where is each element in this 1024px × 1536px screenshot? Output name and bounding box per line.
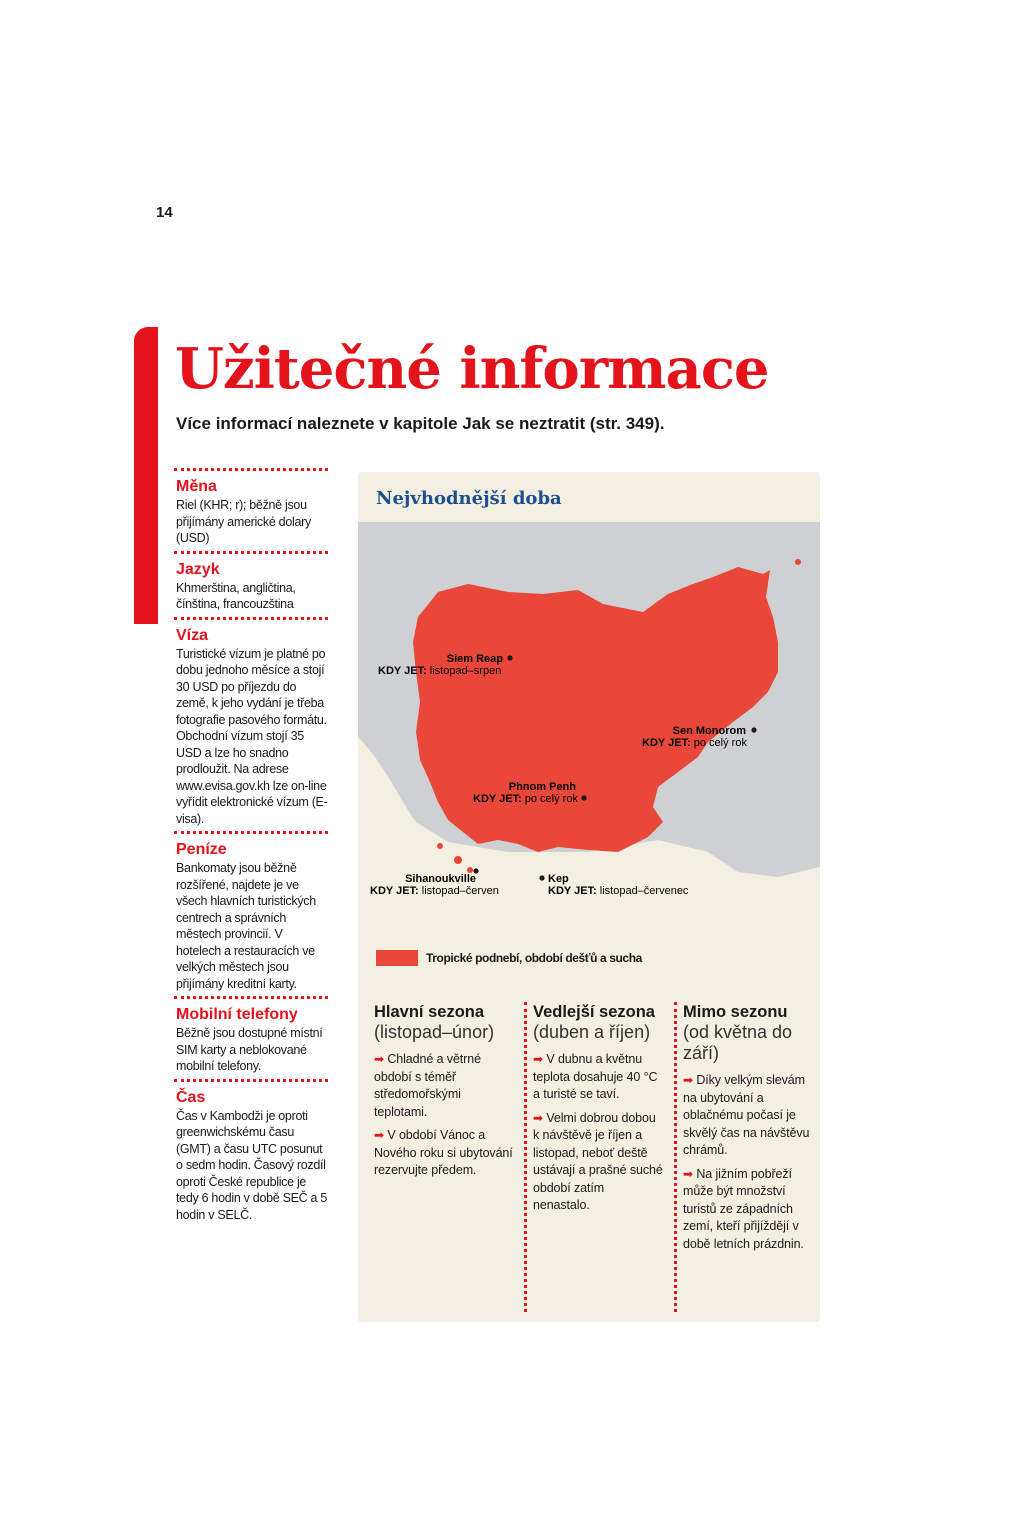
best-time-title: Nejvhodnější doba	[376, 488, 562, 509]
arrow-right-icon: ➡	[683, 1073, 693, 1087]
island	[454, 856, 462, 864]
info-heading: Měna	[176, 478, 217, 495]
city-dot-sen-monorom	[751, 727, 756, 732]
best-time-box	[358, 472, 820, 1322]
city-when	[642, 737, 747, 749]
when-label: KDY JET:	[370, 885, 419, 897]
info-heading: Jazyk	[176, 560, 220, 578]
season-point	[683, 1166, 814, 1254]
island	[437, 843, 443, 849]
when-value: listopad–červen	[421, 885, 499, 897]
city-dot-siem-reap	[507, 655, 512, 660]
info-text: Čas v Kambodži je oproti greenwichskému času (GMT) a času UTC posunut o sedm hodin. Časový rozdíl oproti České republice je tedy 6 hodin v době SEČ a 5 hodin v SELČ.	[176, 1108, 328, 1222]
season-name: Hlavní sezona	[374, 1003, 485, 1021]
season-point-text: Díky velkým slevám na ubytování a oblačnému počasí je skvělý čas na návštěvu chrámů.	[683, 1073, 810, 1157]
arrow-right-icon: ➡	[374, 1052, 384, 1066]
season-name: Mimo sezonu	[683, 1003, 788, 1021]
season-period: (od května do září)	[683, 1022, 793, 1063]
arrow-right-icon: ➡	[533, 1110, 543, 1125]
page-title: Užitečné informace	[175, 336, 769, 402]
info-text: Turistické vízum je platné po dobu jednoho měsíce a stojí 30 USD po příjezdu do země, k jeho vydání je třeba fotografie pasového formátu. Obchodní vízum stojí 35 USD a lze ho snadno prodloužit. Na adrese www.evisa.gov.kh lze on-line vyřídit elektronické vízum (E-visa).	[176, 646, 328, 826]
season-period: (duben a říjen)	[533, 1022, 651, 1042]
page-number: 14	[156, 204, 173, 221]
when-label: KDY JET:	[642, 737, 691, 749]
info-text: Riel (KHR; r); běžně jsou přijímány americké dolary (USD)	[176, 498, 311, 545]
season-shoulder	[524, 1002, 664, 1312]
island	[795, 559, 801, 565]
info-heading: Víza	[176, 626, 209, 644]
season-point	[533, 1051, 664, 1104]
season-period: (listopad–únor)	[374, 1022, 495, 1042]
city-when	[473, 793, 578, 805]
info-column	[174, 468, 328, 1227]
info-heading: Peníze	[176, 841, 227, 858]
city-dot-phnom-penh	[581, 795, 586, 800]
season-point	[533, 1110, 664, 1215]
seasons	[374, 1002, 810, 1312]
city-name: Siem Reap	[446, 653, 503, 665]
season-point-text: Chladné a větrné období s téměř středomořskými teplotami.	[374, 1052, 481, 1119]
season-point	[683, 1072, 814, 1160]
city-when	[548, 885, 689, 897]
info-text: Khmerština, angličtina, čínština, francouzština	[176, 580, 296, 611]
legend-text: Tropické podnebí, období dešťů a sucha	[426, 951, 642, 965]
info-block-language	[174, 560, 328, 613]
arrow-right-icon: ➡	[683, 1166, 693, 1181]
info-text: Běžně jsou dostupné místní SIM karty a neblokované mobilní telefony.	[176, 1026, 323, 1073]
city-when	[378, 665, 501, 677]
season-point-text: Velmi dobrou dobou k návštěvě je říjen a listopad, neboť deště ustávají a prašné suché období zatím nenastalo.	[533, 1110, 663, 1212]
city-name: Sihanoukville	[405, 873, 476, 885]
legend-swatch	[376, 950, 418, 966]
page-subtitle: Více informací naleznete v kapitole Jak se neztratit (str. 349).	[176, 414, 665, 433]
city-name: Sen Monorom	[672, 725, 746, 737]
info-text: Bankomaty jsou běžně rozšířené, najdete je ve všech hlavních turistických centrech a správních městech provincií. V hotelech a restauracích ve velkých městech jsou přijímány kreditní karty.	[176, 861, 316, 991]
when-value: listopad–červenec	[599, 885, 689, 897]
info-block-money	[174, 840, 328, 992]
info-block-time	[174, 1088, 328, 1224]
dotted-divider	[174, 1079, 328, 1082]
when-value: listopad–srpen	[429, 665, 502, 677]
season-high	[374, 1002, 514, 1312]
info-heading: Mobilní telefony	[176, 1006, 298, 1023]
season-point-text: V dubnu a květnu teplota dosahuje 40 °C a turisté se taví.	[533, 1052, 658, 1101]
map-legend	[376, 950, 642, 966]
dotted-divider	[174, 468, 328, 471]
cambodia-map	[358, 522, 820, 952]
city-name: Phnom Penh	[508, 781, 576, 793]
info-block-mobile	[174, 1005, 328, 1075]
when-value: po celý rok	[524, 793, 578, 805]
city-name: Kep	[548, 873, 569, 885]
arrow-right-icon: ➡	[374, 1128, 384, 1142]
dotted-divider	[174, 831, 328, 834]
when-label: KDY JET:	[378, 665, 427, 677]
season-name: Vedlejší sezona	[533, 1003, 655, 1021]
info-block-visa	[174, 626, 328, 828]
season-point-text: V období Vánoc a Nového roku si ubytování rezervujte předem.	[374, 1128, 513, 1177]
city-dot-kep	[539, 875, 544, 880]
when-label: KDY JET:	[473, 793, 522, 805]
when-label: KDY JET:	[548, 885, 597, 897]
dotted-divider	[174, 551, 328, 554]
season-point	[374, 1051, 514, 1121]
when-value: po celý rok	[693, 737, 747, 749]
arrow-right-icon: ➡	[533, 1052, 543, 1066]
info-block-currency	[174, 477, 328, 547]
season-point	[374, 1127, 514, 1180]
season-low	[674, 1002, 814, 1312]
dotted-divider	[174, 996, 328, 999]
season-point-text: Na jižním pobřeží může být množství turistů ze západních zemí, kteří přijíždějí v době letních prázdnin.	[683, 1166, 804, 1251]
red-section-tab	[134, 327, 158, 624]
dotted-divider	[174, 617, 328, 620]
city-when	[370, 885, 499, 897]
info-heading: Čas	[176, 1088, 206, 1106]
